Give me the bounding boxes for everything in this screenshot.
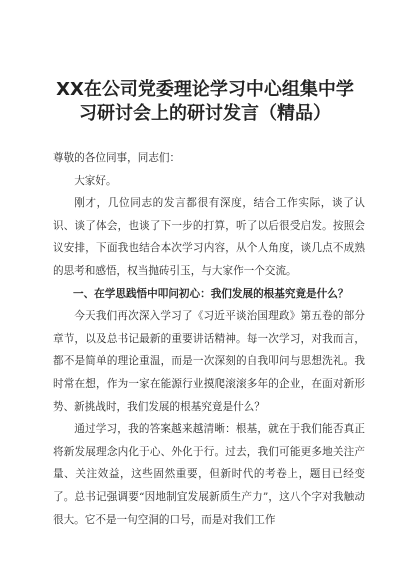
title-line-2: 习研讨会上的研讨发言（精品） [79,103,331,124]
paragraph-study: 今天我们再次深入学习了《习近平谈治国理政》第五卷的部分章节，以及总书记最新的重要讲话精神。每一次学习，对我而言，都不是简单的理论重温，而是一次深刻的自我叩问与思想洗礼。我时常在想，作为一家在能源行业摸爬滚滚多年的企业，在面对新形势、新挑战时，我们发展的根基究竟是什么？ [53,310,365,413]
greeting: 大家好。 [74,174,117,187]
title-line-1: XX在公司党委理论学习中心组集中学 [56,79,354,100]
paragraph-answer: 通过学习，我的答案越来越清晰：根基，就在于我们能否真正将新发展理念内化于心、外化于行。过去，我们可能更多地关注产量、关注效益，这些固然重要，但新时代的考卷上，题目已经变了。总书记强调要“因地制宜发展新质生产力”，这八个字对我触动很大。它不是一句空洞的口号，而是对我们工作 [53,423,365,526]
salutation: 尊敬的各位同事，同志们： [53,152,181,164]
document-body [53,147,365,531]
paragraph-opening: 刚才，几位同志的发言都很有深度，结合工作实际，谈了认识、谈了体会，也谈了下一步的打算，听了以后很受启发。按照会议安排，下面我也结合本次学习内容，从个人角度，谈几点不成熟的思考和感悟，权当抛砖引玉，与大家作一个交流。 [53,197,365,277]
document-title [30,78,380,126]
section-heading: 一、在学思践悟中叩问初心：我们发展的根基究竟是什么？ [73,287,349,300]
